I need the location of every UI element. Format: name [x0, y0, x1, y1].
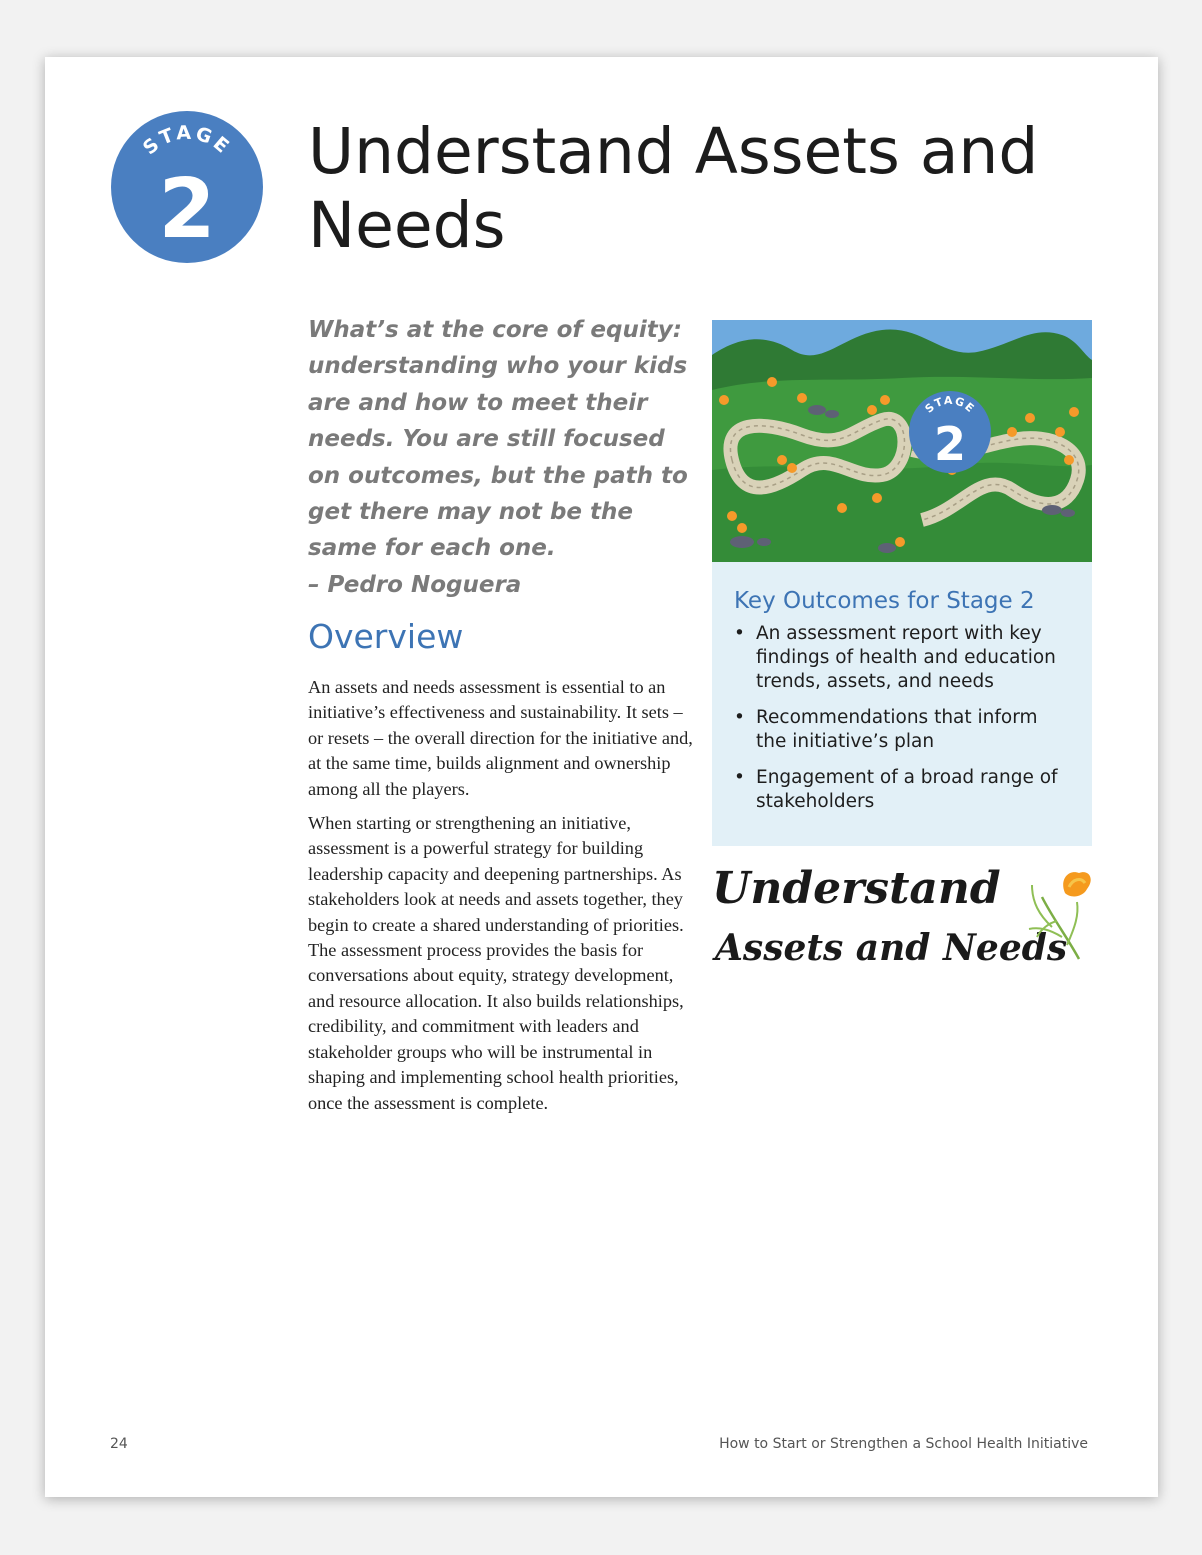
page-title: Understand Assets and Needs: [308, 115, 1039, 262]
stage-badge-number: 2: [158, 162, 216, 257]
landscape-illustration: [712, 320, 1092, 563]
overview-paragraph: When starting or strengthening an initiative, assessment is a powerful strategy for building leadership capacity and deepening partnerships. As stakeholders look at needs and assets together, they begin to create a shared understanding of priorities. The assessment process provides the basis for conversations about equity, strategy development, and resource allocation. It also builds relationships, credibility, and commitment with leaders and stakeholder groups who will be instrumental in shaping and implementing school health priorities, once the assessment is complete.: [308, 813, 684, 1113]
overview-paragraph: An assets and needs assessment is essential to an initiative’s effectiveness and sustainability. It sets – or resets – the overall direction for the initiative and, at the same time, builds alignment and ownership among all the players.: [308, 677, 693, 799]
key-outcomes-list: [734, 622, 1068, 814]
quote-text: What’s at the core of equity: understanding who your kids are and how to meet their needs. You are still focused on outcomes, but the path to get there may not be the same for each one.: [308, 317, 688, 562]
bullet-icon: •: [734, 707, 745, 728]
illustration-badge-number: 2: [933, 417, 967, 471]
overview-heading: Overview: [308, 617, 464, 656]
script-title-art: [707, 857, 1107, 975]
key-outcomes-heading: Key Outcomes for Stage 2: [734, 588, 1035, 614]
page-number: 24: [110, 1436, 128, 1452]
list-item: • Recommendations that inform the initiative’s plan: [734, 707, 1038, 752]
bullet-icon: •: [734, 767, 745, 788]
quote-attribution: – Pedro Noguera: [308, 571, 522, 598]
list-item: • An assessment report with key findings of health and education trends, assets, and needs: [734, 623, 1056, 692]
key-outcomes-box: [712, 562, 1092, 846]
stage-badge-label: STAGE: [138, 121, 236, 160]
pull-quote: [308, 312, 698, 603]
overview-body: [308, 675, 693, 1125]
script-title-line2: Assets and Needs: [715, 927, 1068, 969]
document-page: [45, 57, 1158, 1497]
stage-badge: [109, 109, 265, 265]
list-item: • Engagement of a broad range of stakeholders: [734, 767, 1058, 812]
bullet-icon: •: [734, 623, 745, 644]
publication-title: How to Start or Strengthen a School Health Initiative: [719, 1436, 1088, 1452]
script-title-line1: Understand: [712, 863, 1001, 914]
illustration-badge-label: STAGE: [922, 393, 978, 416]
